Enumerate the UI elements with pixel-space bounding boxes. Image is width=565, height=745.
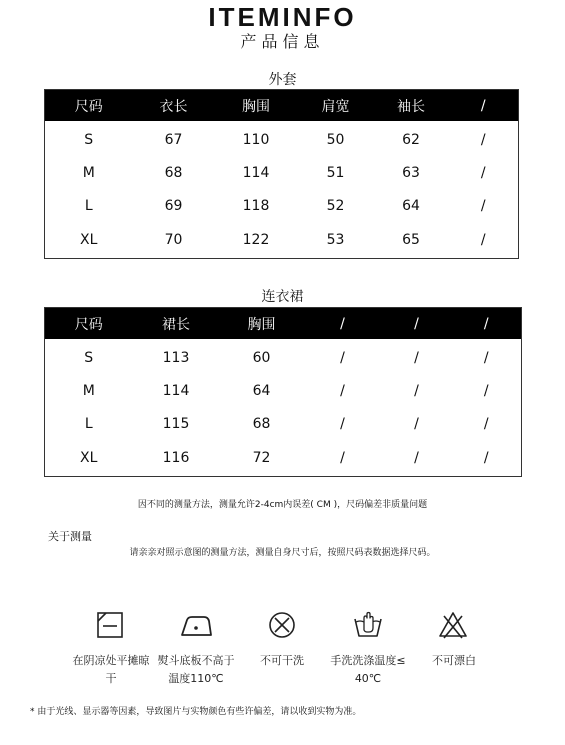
table-cell: 114 — [242, 164, 270, 181]
table-header-row — [45, 308, 522, 340]
care-label-no-dry-clean — [242, 652, 322, 670]
table-row — [45, 440, 522, 477]
table-cell: 70 — [164, 232, 183, 248]
jacket-size-table — [44, 89, 519, 259]
table-cell: / — [340, 349, 345, 366]
table-cell: 60 — [252, 349, 271, 366]
table-cell: 114 — [162, 382, 190, 399]
table-cell: M — [82, 164, 95, 181]
table-cell: / — [414, 382, 419, 399]
column-header: 尺码 — [45, 308, 133, 340]
table-cell: / — [480, 197, 486, 214]
no-bleach-icon — [437, 610, 469, 640]
table-cell: 110 — [242, 131, 270, 148]
table-cell: 113 — [162, 349, 190, 366]
table-cell: S — [84, 131, 94, 148]
no-dry-clean-icon — [267, 610, 297, 640]
column-header: / — [382, 308, 452, 340]
column-header: / — [449, 90, 519, 122]
table-header-row — [45, 90, 519, 122]
table-row — [45, 374, 522, 407]
table-cell: 65 — [402, 232, 420, 248]
care-label-line: 手洗洗涤温度≤ — [330, 654, 406, 667]
table-cell: / — [414, 349, 419, 366]
table-row — [45, 121, 519, 156]
table-cell: 72 — [252, 450, 271, 466]
care-label-line: 温度110℃ — [168, 672, 224, 685]
hand-wash-icon — [352, 610, 384, 640]
column-header: 裙长 — [133, 308, 220, 340]
table-cell: XL — [80, 450, 98, 466]
table-cell: 50 — [326, 131, 345, 148]
iron-low-temp-icon — [178, 610, 214, 640]
table-cell: 52 — [326, 197, 345, 214]
table-cell: L — [84, 415, 93, 432]
dress-size-table — [44, 307, 522, 477]
column-header: 衣长 — [133, 90, 215, 122]
column-header: / — [304, 308, 382, 340]
table-cell: 69 — [164, 197, 183, 214]
care-label-line: 干 — [105, 672, 117, 685]
care-label-hand-wash — [320, 652, 416, 688]
column-header: 胸围 — [220, 308, 304, 340]
column-header: 尺码 — [45, 90, 133, 122]
table-cell: / — [414, 450, 419, 466]
care-label-line: 不可漂白 — [432, 654, 476, 667]
table-cell: / — [483, 349, 489, 366]
table-row — [45, 222, 519, 259]
table-cell: / — [340, 450, 345, 466]
table-cell: 53 — [326, 232, 345, 248]
table-cell: 68 — [252, 415, 271, 432]
table-cell: 118 — [242, 197, 270, 214]
table-cell: 63 — [402, 164, 420, 181]
table-cell: L — [84, 197, 93, 214]
table-row — [45, 339, 522, 374]
table-row — [45, 407, 522, 440]
table-cell: / — [480, 131, 486, 148]
column-header: 肩宽 — [298, 90, 374, 122]
measurement-instructions: 请亲亲对照示意图的测量方法，测量自身尺寸后，按照尺码表数据选择尺码。 — [129, 548, 436, 558]
table-cell: 51 — [326, 164, 345, 181]
table-cell: 64 — [252, 382, 271, 399]
table-cell: 62 — [402, 131, 420, 148]
jacket-section-title: 外套 — [268, 72, 297, 88]
table-cell: S — [84, 349, 94, 366]
table-cell: M — [82, 382, 95, 399]
table-cell: / — [483, 382, 489, 399]
table-cell: 122 — [242, 232, 270, 248]
care-label-no-bleach — [414, 652, 494, 670]
table-row — [45, 156, 519, 189]
column-header: 胸围 — [215, 90, 298, 122]
care-label-iron — [150, 652, 242, 688]
table-cell: 67 — [164, 131, 183, 148]
page-subtitle: 产品信息 — [240, 32, 325, 51]
care-label-line: 40℃ — [354, 672, 382, 685]
care-label-line: 在阴凉处平摊晾 — [72, 654, 150, 667]
dress-section-title: 连衣裙 — [261, 289, 304, 305]
table-cell: 64 — [402, 197, 420, 214]
table-cell: / — [480, 164, 486, 181]
column-header: / — [452, 308, 522, 340]
table-row — [45, 189, 519, 222]
care-label-dry-flat — [66, 652, 156, 688]
table-cell: / — [414, 415, 419, 432]
color-disclaimer-footnote: * 由于光线、显示器等因素，导致图片与实物颜色有些许偏差，请以收到实物为准。 — [30, 707, 362, 717]
table-cell: / — [340, 415, 345, 432]
care-label-line: 不可干洗 — [260, 654, 304, 667]
measurement-heading: 关于测量 — [48, 530, 92, 543]
dry-flat-shade-icon — [95, 610, 125, 640]
page-title: ITEMINFO — [208, 2, 357, 32]
table-cell: / — [480, 232, 486, 248]
measurement-tolerance-note: 因不同的测量方法，测量允许2-4cm内误差( CM )，尺码偏差非质量问题 — [137, 500, 428, 510]
column-header: 袖长 — [374, 90, 449, 122]
table-cell: / — [483, 450, 489, 466]
table-cell: / — [340, 382, 345, 399]
table-cell: XL — [80, 232, 98, 248]
care-label-line: 熨斗底板不高于 — [157, 654, 235, 667]
table-cell: 115 — [162, 415, 190, 432]
table-cell: 116 — [162, 450, 190, 466]
table-cell: / — [483, 415, 489, 432]
table-cell: 68 — [164, 164, 183, 181]
